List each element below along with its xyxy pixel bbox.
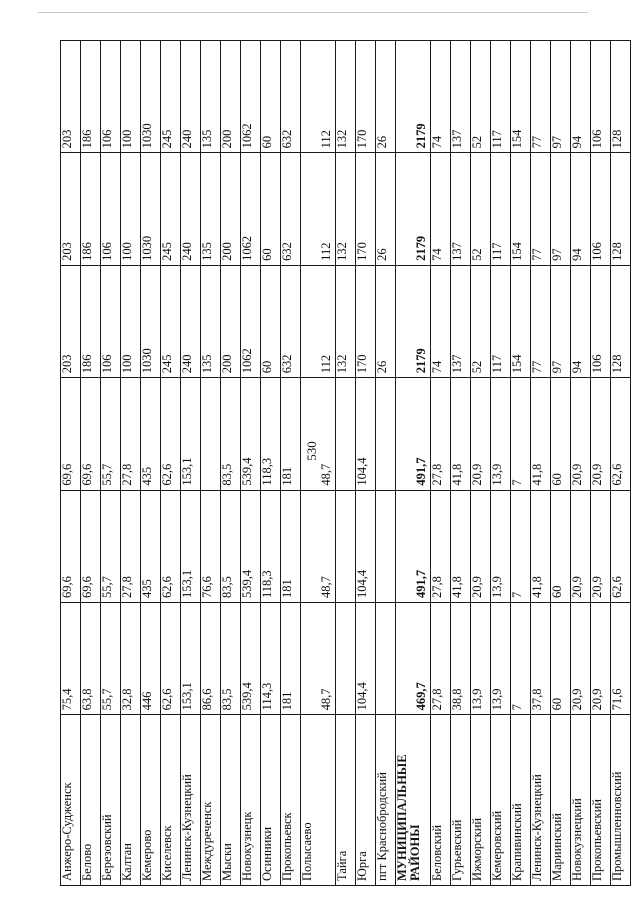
- value-cell: 106: [591, 153, 611, 265]
- value-cell: 7: [511, 378, 531, 490]
- value-cell: 69,6: [61, 490, 81, 602]
- value-cell: 104,4: [356, 602, 376, 714]
- value-cell: 20,9: [591, 602, 611, 714]
- value-cell: 55,7: [101, 490, 121, 602]
- value-cell: 26: [376, 265, 396, 377]
- value-cell: 132: [336, 41, 356, 153]
- value-cell: 13,9: [491, 490, 511, 602]
- value-cell: 32,8: [121, 602, 141, 714]
- value-cell: 112: [301, 153, 336, 265]
- value-cell: 27,8: [431, 490, 451, 602]
- value-cell: 38,8: [451, 602, 471, 714]
- value-cell: 200: [221, 153, 241, 265]
- value-cell: 245: [161, 153, 181, 265]
- value-cell: 7: [511, 602, 531, 714]
- value-cell: 69,6: [81, 378, 101, 490]
- value-cell: 94: [571, 41, 591, 153]
- value-cell: 27,8: [431, 602, 451, 714]
- table-row: [241, 41, 261, 886]
- value-cell: [376, 602, 396, 714]
- value-cell: 20,9: [591, 490, 611, 602]
- value-cell: 245: [161, 265, 181, 377]
- value-cell: 154: [511, 41, 531, 153]
- value-cell: 13,9: [471, 602, 491, 714]
- value-cell: 20,9: [571, 378, 591, 490]
- value-cell: 170: [356, 41, 376, 153]
- section-heading-cell: МУНИЦИПАЛЬНЫЕ РАЙОНЫ: [396, 715, 431, 886]
- row-name-cell: Анжеро-Судженск: [61, 715, 81, 886]
- value-cell: 74: [431, 153, 451, 265]
- value-cell: 132: [336, 153, 356, 265]
- value-cell: 203: [61, 153, 81, 265]
- value-cell: 491,7: [396, 490, 431, 602]
- value-cell: 41,8: [451, 378, 471, 490]
- value-cell: 181: [281, 490, 301, 602]
- value-cell: 539,4: [241, 490, 261, 602]
- value-cell: 77: [531, 41, 551, 153]
- table-row: [201, 41, 221, 886]
- value-cell: 118,3: [261, 490, 281, 602]
- value-cell: 539,4: [241, 378, 261, 490]
- value-cell: 20,9: [471, 490, 491, 602]
- table-row: [281, 41, 301, 886]
- value-cell: 41,8: [451, 490, 471, 602]
- row-name-cell: Прокопьевский: [591, 715, 611, 886]
- row-name-cell: Междуреченск: [201, 715, 221, 886]
- row-name-cell: Кемеровский: [491, 715, 511, 886]
- value-cell: 181: [281, 378, 301, 490]
- value-cell: 539,4: [241, 602, 261, 714]
- value-cell: 128: [611, 41, 631, 153]
- value-cell: 1062: [241, 41, 261, 153]
- value-cell: 62,6: [611, 490, 631, 602]
- value-cell: 170: [356, 153, 376, 265]
- row-name-cell: Киселевск: [161, 715, 181, 886]
- value-cell: 63,8: [81, 602, 101, 714]
- value-cell: 60: [551, 602, 571, 714]
- table-row: [61, 41, 81, 886]
- value-cell: 62,6: [161, 602, 181, 714]
- row-name-cell: пгт Краснобродский: [376, 715, 396, 886]
- table-row: [396, 41, 431, 886]
- value-cell: 154: [511, 153, 531, 265]
- value-cell: 118,3: [261, 378, 281, 490]
- value-cell: 106: [101, 153, 121, 265]
- value-cell: 435: [141, 378, 161, 490]
- value-cell: 52: [471, 265, 491, 377]
- table-row: [551, 41, 571, 886]
- value-cell: 41,8: [531, 378, 551, 490]
- row-name-cell: Беловский: [431, 715, 451, 886]
- value-cell: 632: [281, 153, 301, 265]
- value-cell: 186: [81, 265, 101, 377]
- table-row: [571, 41, 591, 886]
- value-cell: 128: [611, 153, 631, 265]
- row-name-cell: Осинники: [261, 715, 281, 886]
- value-cell: 7: [511, 490, 531, 602]
- value-cell: 94: [571, 153, 591, 265]
- value-cell: 69,6: [81, 490, 101, 602]
- row-name-cell: Белово: [81, 715, 101, 886]
- value-cell: 27,8: [121, 378, 141, 490]
- value-cell: 446: [141, 602, 161, 714]
- value-cell: 76,6: [201, 490, 221, 602]
- value-cell: [376, 378, 396, 490]
- value-cell: 62,6: [161, 378, 181, 490]
- value-cell: 181: [281, 602, 301, 714]
- value-cell: 1062: [241, 265, 261, 377]
- row-name-cell: Ижморский: [471, 715, 491, 886]
- value-cell: 52: [471, 41, 491, 153]
- value-cell: 26: [376, 41, 396, 153]
- value-cell: 106: [101, 41, 121, 153]
- value-cell: 83,5: [221, 602, 241, 714]
- value-cell: 135: [201, 153, 221, 265]
- value-cell: 135: [201, 265, 221, 377]
- table-row: [141, 41, 161, 886]
- table-row: [81, 41, 101, 886]
- value-cell: 2179: [396, 41, 431, 153]
- value-cell: 632: [281, 41, 301, 153]
- value-cell: 104,4: [356, 490, 376, 602]
- table-row: [376, 41, 396, 886]
- table-row: [591, 41, 611, 886]
- value-cell: 62,6: [161, 490, 181, 602]
- value-cell: 245: [161, 41, 181, 153]
- value-cell: 106: [591, 41, 611, 153]
- value-cell: 60: [551, 490, 571, 602]
- table-body: [61, 41, 631, 886]
- value-cell: 632: [281, 265, 301, 377]
- value-cell: 20,9: [571, 490, 591, 602]
- table-row: [431, 41, 451, 886]
- value-cell: [201, 378, 221, 490]
- table-row: [301, 41, 336, 886]
- value-cell: 60: [261, 41, 281, 153]
- value-cell: 60: [551, 378, 571, 490]
- value-cell: 100: [121, 41, 141, 153]
- value-cell: 1030: [141, 41, 161, 153]
- value-cell: 37,8: [531, 602, 551, 714]
- value-cell: 83,5: [221, 378, 241, 490]
- row-name-cell: Гурьевский: [451, 715, 471, 886]
- row-name-cell: Калтан: [121, 715, 141, 886]
- value-cell: 71,6: [611, 602, 631, 714]
- value-cell: 117: [491, 153, 511, 265]
- value-cell: 60: [261, 153, 281, 265]
- row-name-cell: Промышленновский: [611, 715, 631, 886]
- value-cell: 469,7: [396, 602, 431, 714]
- value-cell: 41,8: [531, 490, 551, 602]
- value-cell: 154: [511, 265, 531, 377]
- row-name-cell: Полысаево: [301, 715, 336, 886]
- value-cell: 74: [431, 41, 451, 153]
- value-cell: 203: [61, 265, 81, 377]
- row-name-cell: Ленинск-Кузнецкий: [531, 715, 551, 886]
- value-cell: 94: [571, 265, 591, 377]
- value-cell: 170: [356, 265, 376, 377]
- top-rule: [38, 12, 588, 13]
- value-cell: 132: [336, 265, 356, 377]
- table-row: [261, 41, 281, 886]
- value-cell: 435: [141, 490, 161, 602]
- row-name-cell: Березовский: [101, 715, 121, 886]
- table-row: [121, 41, 141, 886]
- value-cell: 186: [81, 41, 101, 153]
- value-cell: 86,6: [201, 602, 221, 714]
- value-cell: [376, 490, 396, 602]
- value-cell: 100: [121, 265, 141, 377]
- table-row: [181, 41, 201, 886]
- value-cell: 203: [61, 41, 81, 153]
- value-cell: 137: [451, 265, 471, 377]
- table-row: [471, 41, 491, 886]
- value-cell: 1030: [141, 153, 161, 265]
- table-row: [511, 41, 531, 886]
- value-cell: 114,3: [261, 602, 281, 714]
- rotated-table-container: [60, 40, 624, 886]
- table-row: [336, 41, 356, 886]
- value-cell: 20,9: [471, 378, 491, 490]
- value-cell: 153,1: [181, 490, 201, 602]
- table-row: [161, 41, 181, 886]
- value-cell: [336, 490, 356, 602]
- value-cell: 62,6: [611, 378, 631, 490]
- value-cell: 26: [376, 153, 396, 265]
- value-cell: 135: [201, 41, 221, 153]
- value-cell: 100: [121, 153, 141, 265]
- value-cell: 48,7: [301, 378, 336, 490]
- page: [60, 40, 624, 886]
- table-row: [356, 41, 376, 886]
- value-cell: 104,4: [356, 378, 376, 490]
- value-cell: 117: [491, 41, 511, 153]
- value-cell: [336, 378, 356, 490]
- value-cell: 97: [551, 153, 571, 265]
- row-name-cell: Новокузнецк: [241, 715, 261, 886]
- value-cell: 491,7: [396, 378, 431, 490]
- table-row: [491, 41, 511, 886]
- value-cell: 153,1: [181, 378, 201, 490]
- row-name-cell: Прокопьевск: [281, 715, 301, 886]
- value-cell: [336, 602, 356, 714]
- value-cell: 13,9: [491, 378, 511, 490]
- value-cell: 2179: [396, 153, 431, 265]
- table-row: [221, 41, 241, 886]
- value-cell: 186: [81, 153, 101, 265]
- table-row: [451, 41, 471, 886]
- value-cell: 97: [551, 265, 571, 377]
- value-cell: 55,7: [101, 602, 121, 714]
- value-cell: 106: [101, 265, 121, 377]
- value-cell: 69,6: [61, 378, 81, 490]
- value-cell: 1062: [241, 153, 261, 265]
- row-name-cell: Мариинский: [551, 715, 571, 886]
- value-cell: 117: [491, 265, 511, 377]
- value-cell: 106: [591, 265, 611, 377]
- row-name-cell: Крапивинский: [511, 715, 531, 886]
- row-name-cell: Ленинск-Кузнецкий: [181, 715, 201, 886]
- value-cell: 153,1: [181, 602, 201, 714]
- value-cell: 240: [181, 153, 201, 265]
- table-row: [531, 41, 551, 886]
- value-cell: 55,7: [101, 378, 121, 490]
- value-cell: 60: [261, 265, 281, 377]
- value-cell: 27,8: [121, 490, 141, 602]
- value-cell: 112: [301, 41, 336, 153]
- value-cell: 112: [301, 265, 336, 377]
- value-cell: 200: [221, 41, 241, 153]
- value-cell: 137: [451, 41, 471, 153]
- value-cell: 128: [611, 265, 631, 377]
- page-number: 530: [304, 441, 319, 461]
- row-name-cell: Кемерово: [141, 715, 161, 886]
- value-cell: 77: [531, 265, 551, 377]
- data-table: [60, 40, 631, 886]
- value-cell: 27,8: [431, 378, 451, 490]
- value-cell: 240: [181, 41, 201, 153]
- value-cell: 20,9: [591, 378, 611, 490]
- row-name-cell: Юрга: [356, 715, 376, 886]
- row-name-cell: Мыски: [221, 715, 241, 886]
- value-cell: 97: [551, 41, 571, 153]
- table-row: [101, 41, 121, 886]
- value-cell: 13,9: [491, 602, 511, 714]
- value-cell: 48,7: [301, 490, 336, 602]
- value-cell: 2179: [396, 265, 431, 377]
- value-cell: 1030: [141, 265, 161, 377]
- value-cell: 52: [471, 153, 491, 265]
- value-cell: 240: [181, 265, 201, 377]
- value-cell: 20,9: [571, 602, 591, 714]
- table-row: [611, 41, 631, 886]
- value-cell: 75,4: [61, 602, 81, 714]
- value-cell: 137: [451, 153, 471, 265]
- row-name-cell: Тайга: [336, 715, 356, 886]
- value-cell: 74: [431, 265, 451, 377]
- value-cell: 83,5: [221, 490, 241, 602]
- value-cell: 77: [531, 153, 551, 265]
- row-name-cell: Новокузнецкий: [571, 715, 591, 886]
- value-cell: 200: [221, 265, 241, 377]
- value-cell: 48,7: [301, 602, 336, 714]
